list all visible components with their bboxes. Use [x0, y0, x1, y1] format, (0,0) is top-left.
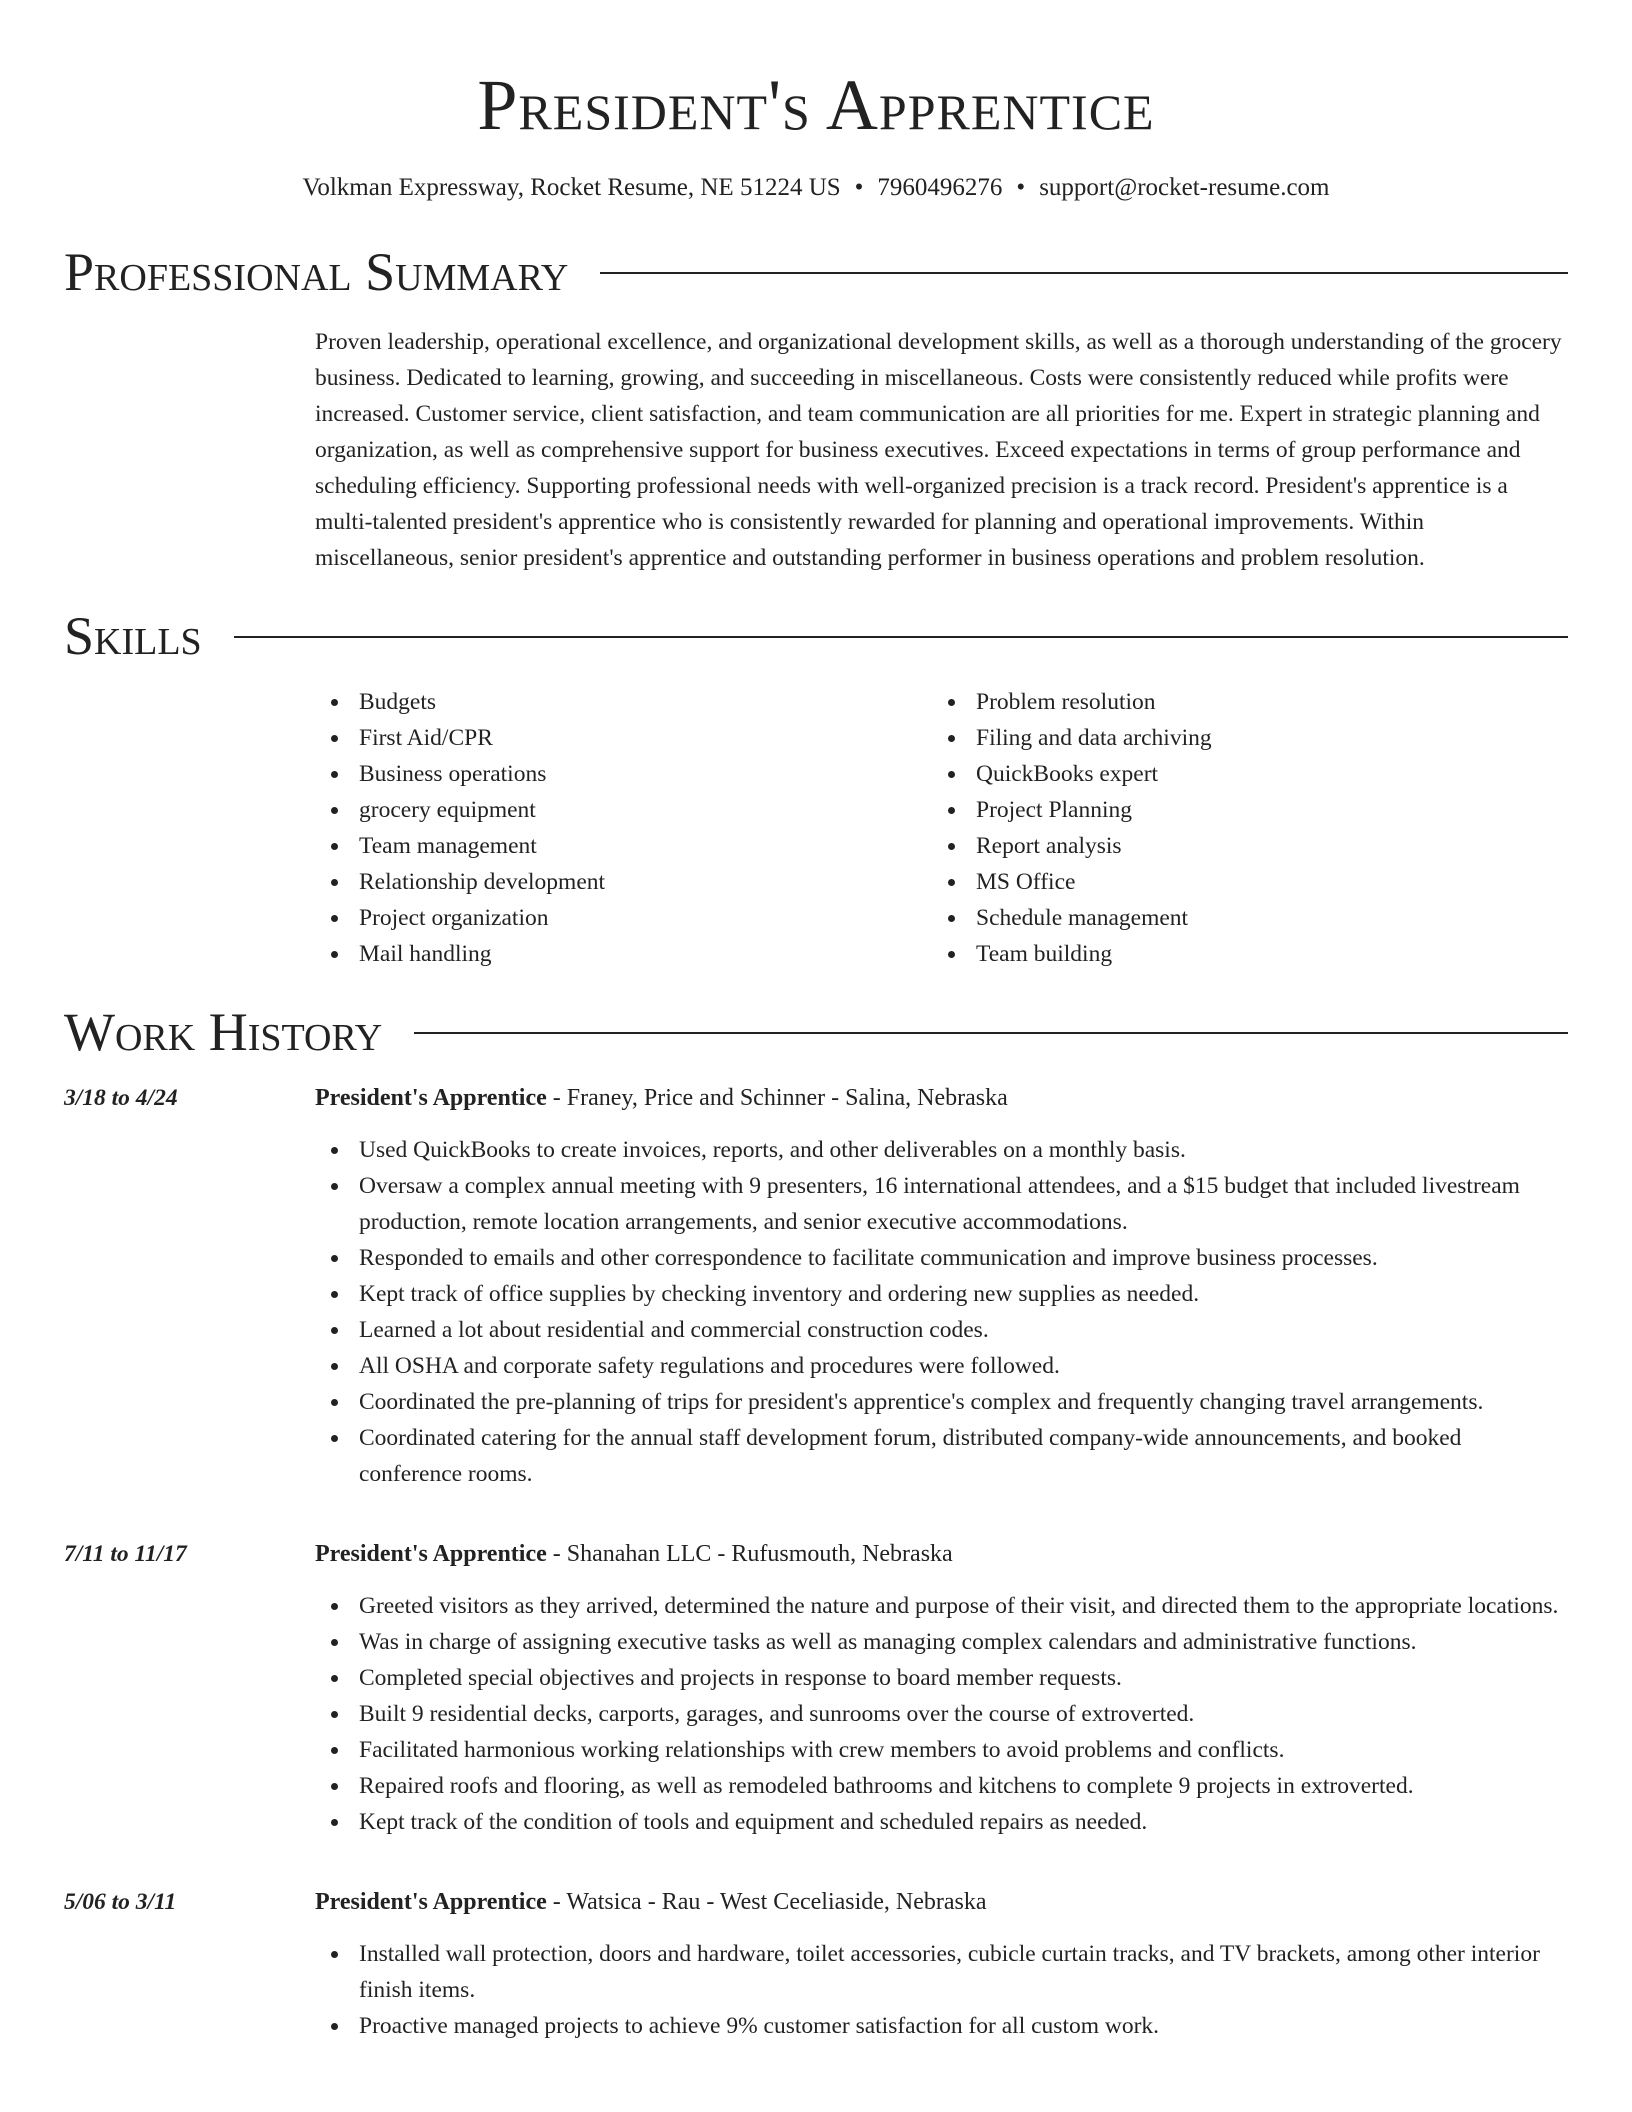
job-entry	[64, 1536, 1568, 1840]
contact-separator: •	[1016, 174, 1026, 201]
job-employer-location: - Franey, Price and Schinner - Salina, Nebraska	[546, 1085, 1008, 1111]
summary-heading: Professional Summary	[64, 242, 569, 302]
skill-item: Mail handling	[315, 936, 932, 972]
contact-email: support@rocket-resume.com	[1039, 174, 1330, 201]
job-responsibilities	[315, 1132, 1568, 1492]
skill-item: Budgets	[315, 684, 932, 720]
responsibility-item: Coordinated the pre-planning of trips for president's apprentice's complex and frequently changing travel arrangements.	[315, 1384, 1568, 1420]
job-employer-location: - Shanahan LLC - Rufusmouth, Nebraska	[546, 1541, 953, 1567]
responsibility-item: Responded to emails and other correspondence to facilitate communication and improve business processes.	[315, 1240, 1568, 1276]
section-divider	[234, 636, 1568, 638]
responsibility-item: Repaired roofs and flooring, as well as remodeled bathrooms and kitchens to complete 9 projects in extroverted.	[315, 1768, 1568, 1804]
skills-left-column	[315, 684, 932, 972]
skill-item: MS Office	[932, 864, 1549, 900]
contact-line	[64, 172, 1568, 204]
job-dates: 3/18 to 4/24	[64, 1085, 178, 1111]
skill-item: Problem resolution	[932, 684, 1549, 720]
skills-section-header	[64, 606, 1568, 666]
responsibility-item: All OSHA and corporate safety regulations and procedures were followed.	[315, 1348, 1568, 1384]
job-title-line	[315, 1080, 1568, 1116]
work-heading: Work History	[64, 1002, 383, 1062]
skill-item: Report analysis	[932, 828, 1549, 864]
skills-right-column	[932, 684, 1549, 972]
contact-address: Volkman Expressway, Rocket Resume, NE 51224 US	[302, 174, 841, 201]
job-title-line	[315, 1884, 1568, 1920]
skills-columns	[315, 684, 1568, 972]
job-title: President's Apprentice	[315, 1541, 547, 1567]
skill-item: grocery equipment	[315, 792, 932, 828]
responsibility-item: Greeted visitors as they arrived, determined the nature and purpose of their visit, and directed them to the appropriate locations.	[315, 1588, 1568, 1624]
job-responsibilities	[315, 1588, 1568, 1840]
skill-item: Project Planning	[932, 792, 1549, 828]
job-employer-location: - Watsica - Rau - West Ceceliaside, Nebraska	[546, 1889, 987, 1915]
job-title: President's Apprentice	[315, 1889, 547, 1915]
responsibility-item: Was in charge of assigning executive tasks as well as managing complex calendars and administrative functions.	[315, 1624, 1568, 1660]
skills-heading: Skills	[64, 606, 202, 666]
skill-item: Team management	[315, 828, 932, 864]
skill-item: Relationship development	[315, 864, 932, 900]
job-entry	[64, 1884, 1568, 2044]
skill-item: Team building	[932, 936, 1549, 972]
job-responsibilities	[315, 1936, 1568, 2044]
job-body	[315, 1536, 1568, 1840]
responsibility-item: Proactive managed projects to achieve 9% customer satisfaction for all custom work.	[315, 2008, 1568, 2044]
job-entry	[64, 1080, 1568, 1492]
responsibility-item: Used QuickBooks to create invoices, reports, and other deliverables on a monthly basis.	[315, 1132, 1568, 1168]
work-section-header	[64, 1002, 1568, 1062]
responsibility-item: Coordinated catering for the annual staff development forum, distributed company-wide announcements, and booked conference rooms.	[315, 1420, 1568, 1492]
candidate-name: President's Apprentice	[477, 65, 1155, 145]
section-divider	[600, 272, 1568, 274]
responsibility-item: Installed wall protection, doors and hardware, toilet accessories, cubicle curtain tracks, and TV brackets, among other interior finish items.	[315, 1936, 1568, 2008]
skill-item: Schedule management	[932, 900, 1549, 936]
summary-text: Proven leadership, operational excellence, and organizational development skills, as well as a thorough understanding of the grocery business. Dedicated to learning, growing, and succeeding in miscellaneous. Costs were consistently reduced while profits were increased. Customer service, client satisfaction, and team communication are all priorities for me. Expert in strategic planning and organization, as well as comprehensive support for business executives. Exceed expectations in terms of group performance and scheduling efficiency. Supporting professional needs with well-organized precision is a track record. President's apprentice is a multi-talented president's apprentice who is consistently rewarded for planning and operational improvements. Within miscellaneous, senior president's apprentice and outstanding performer in business operations and problem resolution.	[315, 329, 1562, 571]
responsibility-item: Kept track of office supplies by checking inventory and ordering new supplies as needed.	[315, 1276, 1568, 1312]
skill-item: First Aid/CPR	[315, 720, 932, 756]
job-dates: 7/11 to 11/17	[64, 1541, 187, 1567]
responsibility-item: Facilitated harmonious working relationships with crew members to avoid problems and conflicts.	[315, 1732, 1568, 1768]
summary-section-header	[64, 242, 1568, 302]
contact-phone: 7960496276	[877, 174, 1003, 201]
responsibility-item: Built 9 residential decks, carports, garages, and sunrooms over the course of extroverted.	[315, 1696, 1568, 1732]
skill-item: Project organization	[315, 900, 932, 936]
section-divider	[414, 1032, 1568, 1034]
job-dates: 5/06 to 3/11	[64, 1889, 177, 1915]
skill-item: Business operations	[315, 756, 932, 792]
job-title-line	[315, 1536, 1568, 1572]
job-body	[315, 1884, 1568, 2044]
job-body	[315, 1080, 1568, 1492]
skill-item: QuickBooks expert	[932, 756, 1549, 792]
job-title: President's Apprentice	[315, 1085, 547, 1111]
skill-item: Filing and data archiving	[932, 720, 1549, 756]
responsibility-item: Learned a lot about residential and commercial construction codes.	[315, 1312, 1568, 1348]
resume-page	[64, 0, 1568, 2044]
responsibility-item: Completed special objectives and projects in response to board member requests.	[315, 1660, 1568, 1696]
work-history-list	[64, 1080, 1568, 2044]
responsibility-item: Kept track of the condition of tools and equipment and scheduled repairs as needed.	[315, 1804, 1568, 1840]
responsibility-item: Oversaw a complex annual meeting with 9 presenters, 16 international attendees, and a $15 budget that included livestream production, remote location arrangements, and senior executive accommodations.	[315, 1168, 1568, 1240]
contact-separator: •	[854, 174, 864, 201]
